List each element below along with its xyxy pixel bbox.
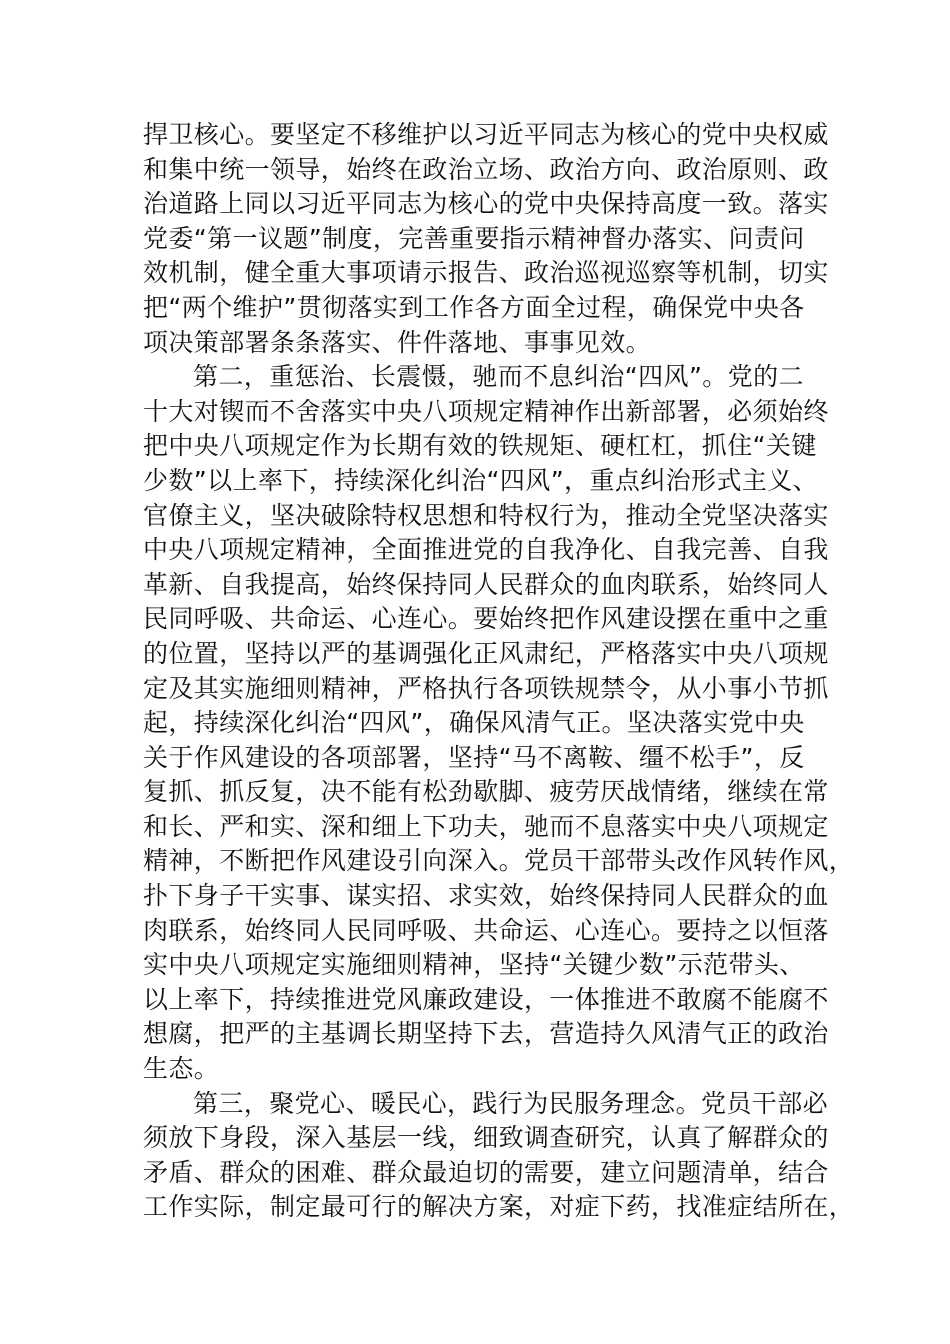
text-line: 十大对锲而不舍落实中央八项规定精神作出新部署，必须始终 (143, 396, 829, 426)
text-line: 捍卫核心。要坚定不移维护以习近平同志为核心的党中央权威 (143, 120, 829, 149)
text-line: 民同呼吸、共命运、心连心。要始终把作风建设摆在重中之重 (143, 604, 829, 634)
text-line: 矛盾、群众的困难、群众最迫切的需要，建立问题清单，结合 (143, 1157, 829, 1187)
text-line: 革新、自我提高，始终保持同人民群众的血肉联系，始终同人 (143, 569, 829, 599)
text-line: 把中央八项规定作为长期有效的铁规矩、硬杠杠，抓住“关键 (143, 431, 817, 461)
text-line: 实中央八项规定实施细则精神，坚持“关键少数”示范带头、 (143, 950, 805, 980)
text-line: 想腐，把严的主基调长期坚持下去，营造持久风清气正的政治 (143, 1019, 829, 1049)
text-line: 关于作风建设的各项部署，坚持“马不离鞍、缰不松手”，反 (143, 742, 805, 772)
text-line: 工作实际，制定最可行的解决方案，对症下药，找准症结所在， (143, 1192, 855, 1222)
text-line: 定及其实施细则精神，严格执行各项铁规禁令，从小事小节抓 (143, 673, 829, 703)
text-line: 把“两个维护”贯彻落实到工作各方面全过程，确保党中央各 (143, 292, 805, 322)
text-line: 须放下身段，深入基层一线，细致调查研究，认真了解群众的 (143, 1123, 829, 1153)
text-line: 效机制，健全重大事项请示报告、政治巡视巡察等机制，切实 (143, 258, 829, 288)
text-line: 和长、严和实、深和细上下功夫，驰而不息落实中央八项规定 (143, 811, 829, 841)
text-line: 党委“第一议题”制度，完善重要指示精神督办落实、问责问 (143, 223, 805, 253)
paragraph-start-line: 第三，聚党心、暖民心，践行为民服务理念。党员干部必 (193, 1088, 829, 1118)
text-line: 生态。 (143, 1054, 220, 1084)
body-text (143, 118, 855, 1225)
text-line: 少数”以上率下，持续深化纠治“四风”，重点纠治形式主义、 (143, 465, 819, 495)
text-line: 治道路上同以习近平同志为核心的党中央保持高度一致。落实 (143, 189, 829, 219)
text-line: 起，持续深化纠治“四风”，确保风清气正。坚决落实党中央 (143, 708, 805, 738)
text-line: 和集中统一领导，始终在政治立场、政治方向、政治原则、政 (143, 154, 829, 184)
text-line: 项决策部署条条落实、件件落地、事事见效。 (143, 327, 652, 357)
text-line: 精神，不断把作风建设引向深入。党员干部带头改作风转作风， (143, 846, 855, 876)
text-line: 中央八项规定精神，全面推进党的自我净化、自我完善、自我 (143, 535, 829, 565)
text-line: 官僚主义，坚决破除特权思想和特权行为，推动全党坚决落实 (143, 500, 829, 530)
text-line: 以上率下，持续推进党风廉政建设，一体推进不敢腐不能腐不 (143, 984, 829, 1014)
paragraph-start-line: 第二，重惩治、长震慑，驰而不息纠治“四风”。党的二 (193, 362, 804, 392)
text-line: 肉联系，始终同人民同呼吸、共命运、心连心。要持之以恒落 (143, 915, 829, 945)
text-line: 复抓、抓反复，决不能有松劲歇脚、疲劳厌战情绪，继续在常 (143, 777, 829, 807)
text-line: 扑下身子干实事、谋实招、求实效，始终保持同人民群众的血 (143, 881, 829, 911)
text-line: 的位置，坚持以严的基调强化正风肃纪，严格落实中央八项规 (143, 638, 829, 668)
